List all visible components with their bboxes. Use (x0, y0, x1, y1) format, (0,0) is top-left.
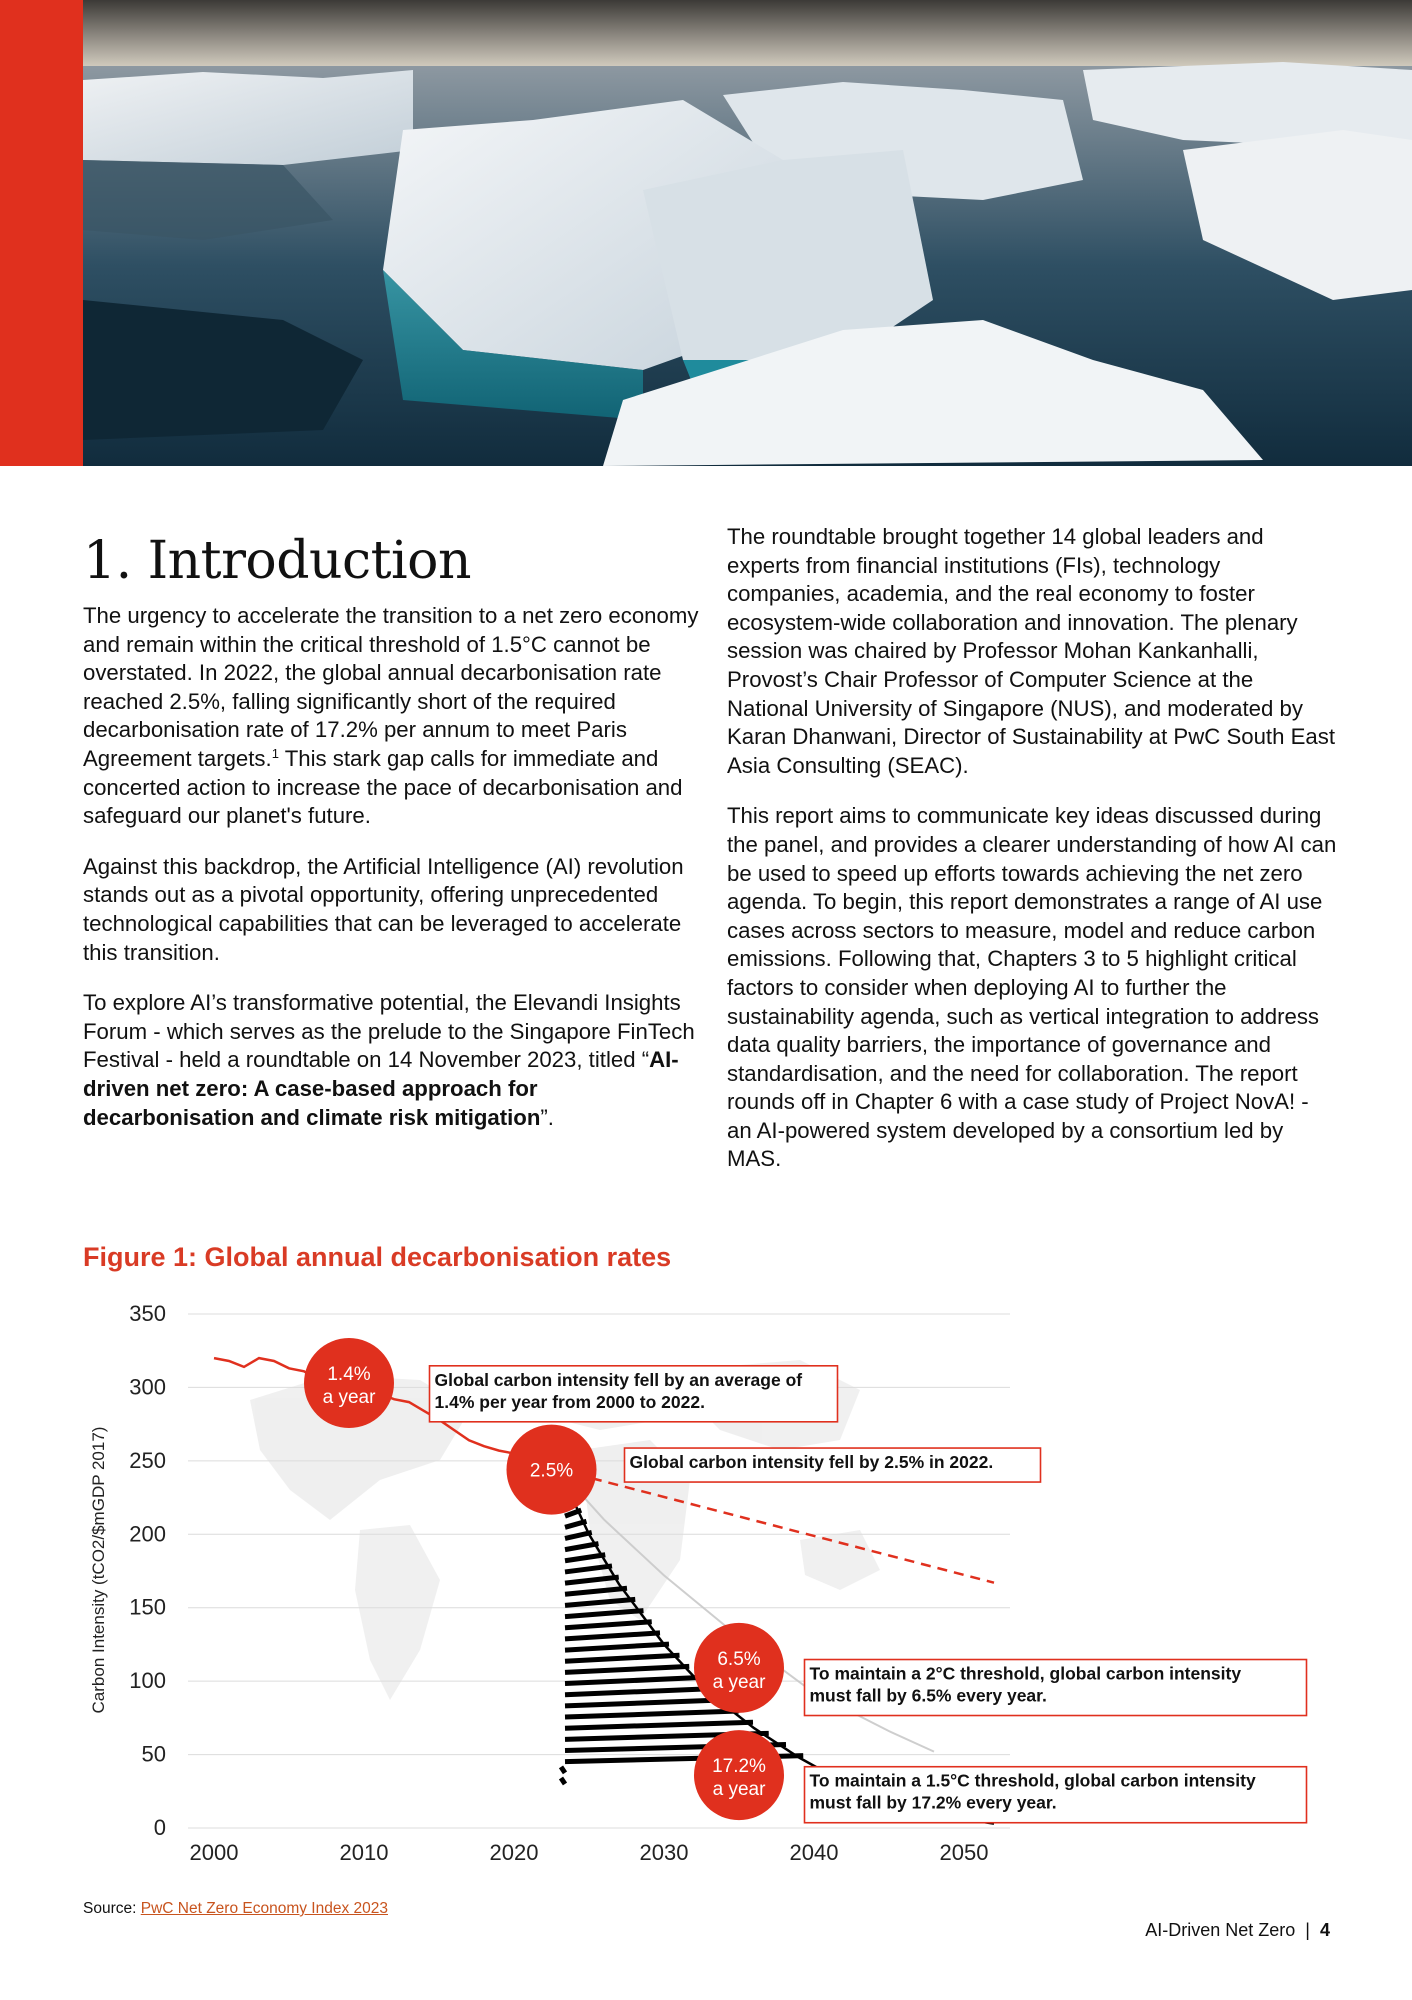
x-tick-label: 2030 (639, 1840, 689, 1865)
y-axis-label: Carbon Intensity (tCO2/$mGDP 2017) (89, 1426, 108, 1714)
hatch-stripe (565, 1655, 680, 1661)
decarbonisation-chart (0, 1280, 1412, 1865)
y-tick-label: 250 (129, 1447, 166, 1473)
hatch-stripe (565, 1711, 739, 1717)
accent-bar (0, 0, 83, 466)
hatch-stripe (561, 1778, 565, 1784)
annotation-text: To maintain a 2°C threshold, global carbon intensity must fall by 6.5% every year. (809, 1663, 1242, 1706)
left-column (83, 530, 703, 1154)
annotation-text: Global carbon intensity fell by 2.5% in 2022. (629, 1452, 994, 1473)
hatch-stripe (565, 1544, 599, 1550)
section-title: 1. Introduction (83, 531, 471, 591)
hatch-stripe (565, 1622, 652, 1628)
y-tick-label: 50 (141, 1741, 166, 1767)
x-tick-label: 2020 (489, 1840, 539, 1865)
right-column (727, 523, 1337, 1196)
annotation-text: Global carbon intensity fell by an average of 1.4% per year from 2000 to 2022. (434, 1369, 803, 1412)
paragraph-report-aims: This report aims to communicate key ideas discussed during the panel, and provides a clearer understanding of how AI can be used to speed up efforts towards achieving the net zero agenda. To begin, this report demonstrates a range of AI use cases across sectors to measure, model and reduce carbon emissions. Following that, Chapters 3 to 5 highlight critical factors to consider when deploying AI to further the sustainability agenda, such as vertical integration to address data quality barriers, the importance of governance and standardisation, and the need for collaboration. The report rounds off in Chapter 6 with a case study of Project NovA! - an AI-powered system developed by a consortium led by MAS. (727, 803, 1337, 1172)
hatch-stripe (565, 1633, 660, 1639)
figure-source: Source: PwC Net Zero Economy Index 2023 (83, 1900, 388, 1917)
hatch-stripe (565, 1722, 753, 1728)
y-tick-label: 0 (153, 1815, 166, 1840)
chart-svg (0, 1280, 1412, 1865)
x-tick-label: 2040 (789, 1840, 839, 1865)
y-tick-label: 100 (129, 1668, 166, 1694)
hatch-stripe (565, 1666, 689, 1672)
figure-title: Figure 1: Global annual decarbonisation rates (83, 1242, 672, 1272)
x-axis-ticks (190, 1840, 989, 1865)
page-number: 4 (1319, 1920, 1330, 1940)
hatch-stripe (565, 1700, 725, 1706)
bubble-label: 17.2% a year (712, 1756, 766, 1801)
footer-doc-title: AI-Driven Net Zero (1145, 1920, 1296, 1940)
paragraph-roundtable: The roundtable brought together 14 global leaders and experts from financial institutions (FIs), technology companies, academia, and the real economy to foster ecosystem-wide collaboration and innovation. The plenary session was chaired by Professor Mohan Kankanhalli, Provost’s Chair Professor of Computer Science at the National University of Singapore (NUS), and moderated by Karan Dhanwani, Director of Sustainability at PwC South East Asia Consulting (SEAC). (727, 524, 1335, 778)
source-link[interactable]: PwC Net Zero Economy Index 2023 (140, 1900, 388, 1917)
x-tick-label: 2010 (339, 1840, 389, 1865)
y-tick-label: 300 (129, 1374, 166, 1400)
page-footer (1145, 1920, 1330, 1941)
footnote-ref[interactable]: 1 (271, 745, 279, 761)
hatch-stripe (565, 1644, 669, 1650)
hatch-stripe (565, 1678, 700, 1684)
y-tick-label: 200 (129, 1521, 166, 1547)
footer-separator: | (1305, 1920, 1310, 1940)
hatch-stripe (565, 1689, 710, 1695)
y-axis-ticks (129, 1301, 166, 1840)
x-tick-label: 2050 (939, 1840, 989, 1865)
bubble-label: 2.5% (529, 1460, 574, 1482)
bubble-label: 6.5% a year (712, 1648, 766, 1693)
x-tick-label: 2000 (189, 1840, 239, 1865)
bubble-label: 1.4% a year (322, 1364, 376, 1409)
paragraph-urgency: The urgency to accelerate the transition to a net zero economy and remain within the critical threshold of 1.5°C cannot be overstated. In 2022, the global annual decarbonisation rate reached 2.5%, falling significantly short of the required decarbonisation rate of 17.2% per annum to meet Paris Agreement targets.$^1$ This stark gap calls for immediate and concerted action to increase the pace of decarbonisation and safeguard our planet's future. (83, 603, 699, 829)
hatch-stripe (561, 1767, 565, 1773)
paragraph-roundtable-intro: To explore AI’s transformative potential, the Elevandi Insights Forum - which serves as the prelude to the Singapore FinTech Festival - held a roundtable on 14 November 2023, titled “AI-driven net zero: A case-based approach for decarbonisation and climate risk mitigation”. (83, 990, 695, 1130)
y-tick-label: 150 (129, 1594, 166, 1620)
hero-image-icebergs (83, 0, 1412, 466)
y-tick-label: 350 (129, 1301, 166, 1326)
hatch-stripe (565, 1611, 644, 1617)
annotation-text: To maintain a 1.5°C threshold, global carbon intensity must fall by 17.2% every year. (809, 1770, 1256, 1813)
paragraph-backdrop: Against this backdrop, the Artificial Intelligence (AI) revolution stands out as a pivotal opportunity, offering unprecedented technological capabilities that can be leveraged to accelerate this transition. (83, 853, 684, 965)
iceberg-photo (83, 0, 1412, 466)
